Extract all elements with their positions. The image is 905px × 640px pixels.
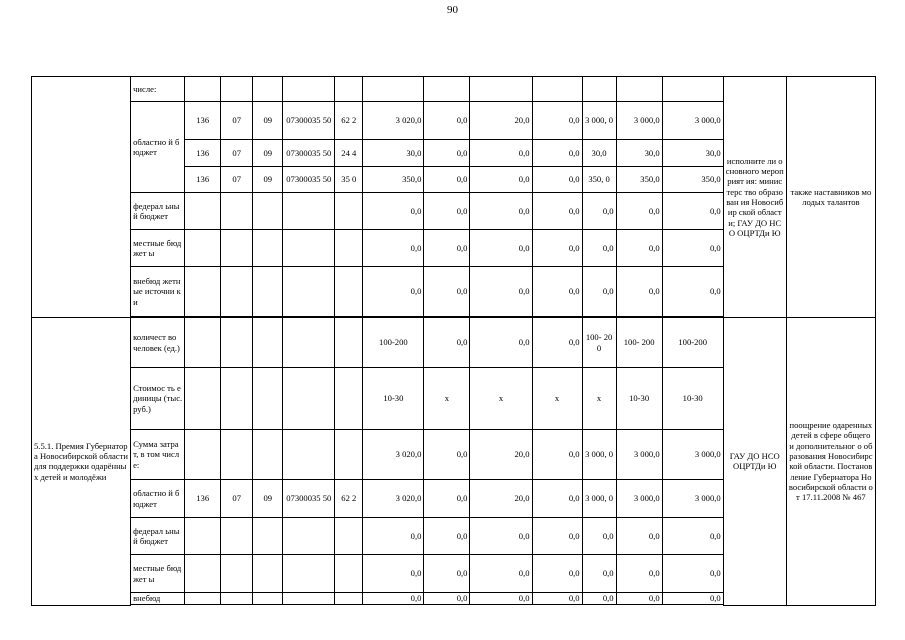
value-cell: 0,0 bbox=[424, 318, 470, 368]
value-cell: 0,0 bbox=[424, 267, 470, 317]
value-cell: 0,0 bbox=[662, 593, 723, 605]
measure-title-cell: 5.5.1. Премия Губернатора Новосибирской области для поддержки одарённых детей и молодёжи bbox=[32, 318, 131, 606]
value-cell: x bbox=[532, 368, 582, 430]
value-cell: 350, 0 bbox=[582, 167, 616, 193]
budget-table bbox=[31, 76, 876, 606]
grbs-cell: 136 bbox=[185, 167, 221, 193]
value-cell: 0,0 bbox=[532, 267, 582, 317]
value-cell: 0,0 bbox=[470, 230, 532, 267]
total-cell: 0,0 bbox=[363, 555, 424, 593]
pr-cell: 09 bbox=[253, 480, 283, 518]
value-cell: 0,0 bbox=[616, 193, 662, 230]
vr-cell: 62 2 bbox=[335, 102, 363, 140]
value-cell: 3 000,0 bbox=[616, 430, 662, 480]
value-cell: 0,0 bbox=[616, 518, 662, 555]
value-cell: 3 000, 0 bbox=[582, 102, 616, 140]
pr-cell: 09 bbox=[253, 140, 283, 167]
row-label: федерал ьный бюджет bbox=[131, 193, 185, 230]
total-cell: 3 020,0 bbox=[363, 480, 424, 518]
table-row bbox=[32, 318, 876, 368]
value-cell: 0,0 bbox=[470, 593, 532, 605]
value-cell: 0,0 bbox=[424, 193, 470, 230]
value-cell: 10-30 bbox=[662, 368, 723, 430]
row-label: Сумма затрат, в том числе: bbox=[131, 430, 185, 480]
rz-cell: 07 bbox=[221, 102, 253, 140]
value-cell: 0,0 bbox=[582, 193, 616, 230]
value-cell: 0,0 bbox=[662, 267, 723, 317]
value-cell: 0,0 bbox=[470, 318, 532, 368]
total-cell: 100-200 bbox=[363, 318, 424, 368]
value-cell: 0,0 bbox=[532, 167, 582, 193]
value-cell: 350,0 bbox=[662, 167, 723, 193]
value-cell: x bbox=[470, 368, 532, 430]
value-cell: 20,0 bbox=[470, 480, 532, 518]
total-cell: 0,0 bbox=[363, 518, 424, 555]
row-label: местные бюджет ы bbox=[131, 230, 185, 267]
value-cell: 0,0 bbox=[470, 193, 532, 230]
grbs-cell: 136 bbox=[185, 102, 221, 140]
value-cell: 0,0 bbox=[424, 140, 470, 167]
row-label: местные бюджет ы bbox=[131, 555, 185, 593]
value-cell: x bbox=[424, 368, 470, 430]
total-cell: 10-30 bbox=[363, 368, 424, 430]
csr-cell: 07300035 50 bbox=[283, 140, 335, 167]
pr-cell: 09 bbox=[253, 102, 283, 140]
value-cell: 3 000,0 bbox=[616, 480, 662, 518]
measure-title-cell bbox=[32, 77, 131, 318]
total-cell: 3 020,0 bbox=[363, 430, 424, 480]
value-cell: 0,0 bbox=[616, 555, 662, 593]
total-cell: 350,0 bbox=[363, 167, 424, 193]
value-cell: 0,0 bbox=[582, 230, 616, 267]
value-cell: 0,0 bbox=[532, 140, 582, 167]
value-cell: 0,0 bbox=[532, 430, 582, 480]
value-cell: 0,0 bbox=[532, 593, 582, 605]
value-cell: 0,0 bbox=[470, 167, 532, 193]
value-cell: 0,0 bbox=[424, 518, 470, 555]
rz-cell: 07 bbox=[221, 480, 253, 518]
vr-cell: 24 4 bbox=[335, 140, 363, 167]
total-cell: 0,0 bbox=[363, 593, 424, 605]
value-cell: 0,0 bbox=[532, 318, 582, 368]
value-cell: 20,0 bbox=[470, 102, 532, 140]
value-cell: 0,0 bbox=[662, 230, 723, 267]
rz-cell: 07 bbox=[221, 140, 253, 167]
grbs-cell: 136 bbox=[185, 140, 221, 167]
vr-cell: 62 2 bbox=[335, 480, 363, 518]
value-cell: 0,0 bbox=[532, 480, 582, 518]
value-cell: 0,0 bbox=[424, 593, 470, 605]
pr-cell: 09 bbox=[253, 167, 283, 193]
value-cell: 10-30 bbox=[616, 368, 662, 430]
value-cell: 0,0 bbox=[424, 167, 470, 193]
value-cell: 0,0 bbox=[662, 518, 723, 555]
value-cell: 0,0 bbox=[616, 267, 662, 317]
value-cell: 30,0 bbox=[662, 140, 723, 167]
value-cell: 100- 200 bbox=[582, 318, 616, 368]
value-cell: 0,0 bbox=[424, 102, 470, 140]
value-cell: 30,0 bbox=[616, 140, 662, 167]
value-cell: 3 000,0 bbox=[662, 102, 723, 140]
value-cell: 0,0 bbox=[424, 555, 470, 593]
vr-cell: 35 0 bbox=[335, 167, 363, 193]
csr-cell: 07300035 50 bbox=[283, 480, 335, 518]
value-cell: 0,0 bbox=[470, 267, 532, 317]
csr-cell: 07300035 50 bbox=[283, 167, 335, 193]
value-cell: 30,0 bbox=[582, 140, 616, 167]
value-cell: 0,0 bbox=[662, 555, 723, 593]
row-label: областно й бюджет bbox=[131, 102, 185, 193]
value-cell: 0,0 bbox=[470, 518, 532, 555]
value-cell: 0,0 bbox=[662, 193, 723, 230]
csr-cell: 07300035 50 bbox=[283, 102, 335, 140]
note-cell: также наставников молодых талантов bbox=[786, 77, 875, 318]
value-cell: 0,0 bbox=[582, 555, 616, 593]
total-cell: 0,0 bbox=[363, 193, 424, 230]
value-cell: 100- 200 bbox=[616, 318, 662, 368]
value-cell: 0,0 bbox=[582, 267, 616, 317]
value-cell: 0,0 bbox=[532, 518, 582, 555]
total-cell: 30,0 bbox=[363, 140, 424, 167]
value-cell: 0,0 bbox=[582, 593, 616, 605]
value-cell: 0,0 bbox=[616, 230, 662, 267]
total-cell: 0,0 bbox=[363, 230, 424, 267]
value-cell: x bbox=[582, 368, 616, 430]
row-label: Стоимос ть единицы (тыс. руб.) bbox=[131, 368, 185, 430]
row-label: количест во человек (ед.) bbox=[131, 318, 185, 368]
value-cell: 0,0 bbox=[532, 193, 582, 230]
total-cell: 0,0 bbox=[363, 267, 424, 317]
value-cell: 3 000,0 bbox=[662, 430, 723, 480]
value-cell: 0,0 bbox=[424, 230, 470, 267]
note-cell: поощрение одаренных детей в сфере общего и дополнительног о образования Новосибирской области. Постановление Губернатора Новосибирской области от 17.11.2008 № 467 bbox=[786, 318, 875, 606]
value-cell: 0,0 bbox=[582, 518, 616, 555]
value-cell: 0,0 bbox=[532, 230, 582, 267]
value-cell: 350,0 bbox=[616, 167, 662, 193]
value-cell: 20,0 bbox=[470, 430, 532, 480]
table-row bbox=[32, 77, 876, 102]
row-label: внебюд bbox=[131, 593, 185, 605]
row-label: числе: bbox=[131, 77, 185, 102]
value-cell: 3 000, 0 bbox=[582, 480, 616, 518]
value-cell: 100-200 bbox=[662, 318, 723, 368]
row-label: федерал ьный бюджет bbox=[131, 518, 185, 555]
value-cell: 0,0 bbox=[424, 480, 470, 518]
value-cell: 0,0 bbox=[424, 430, 470, 480]
value-cell: 0,0 bbox=[532, 555, 582, 593]
page-number: 90 bbox=[447, 4, 458, 16]
rz-cell: 07 bbox=[221, 167, 253, 193]
executor-cell: ГАУ ДО НСО ОЦРТДи Ю bbox=[723, 318, 786, 606]
value-cell: 0,0 bbox=[616, 593, 662, 605]
row-label: областно й бюджет bbox=[131, 480, 185, 518]
total-cell: 3 020,0 bbox=[363, 102, 424, 140]
value-cell: 3 000,0 bbox=[616, 102, 662, 140]
value-cell: 0,0 bbox=[470, 140, 532, 167]
value-cell: 0,0 bbox=[470, 555, 532, 593]
value-cell: 0,0 bbox=[532, 102, 582, 140]
executor-cell: исполните ли основного мероприят ия: министерс тво образован ия Новосибир ской области; ГАУ ДО НСО ОЦРТДи Ю bbox=[723, 77, 786, 318]
grbs-cell: 136 bbox=[185, 480, 221, 518]
value-cell: 3 000, 0 bbox=[582, 430, 616, 480]
row-label: внебюд жетные источни ки bbox=[131, 267, 185, 317]
value-cell: 3 000,0 bbox=[662, 480, 723, 518]
